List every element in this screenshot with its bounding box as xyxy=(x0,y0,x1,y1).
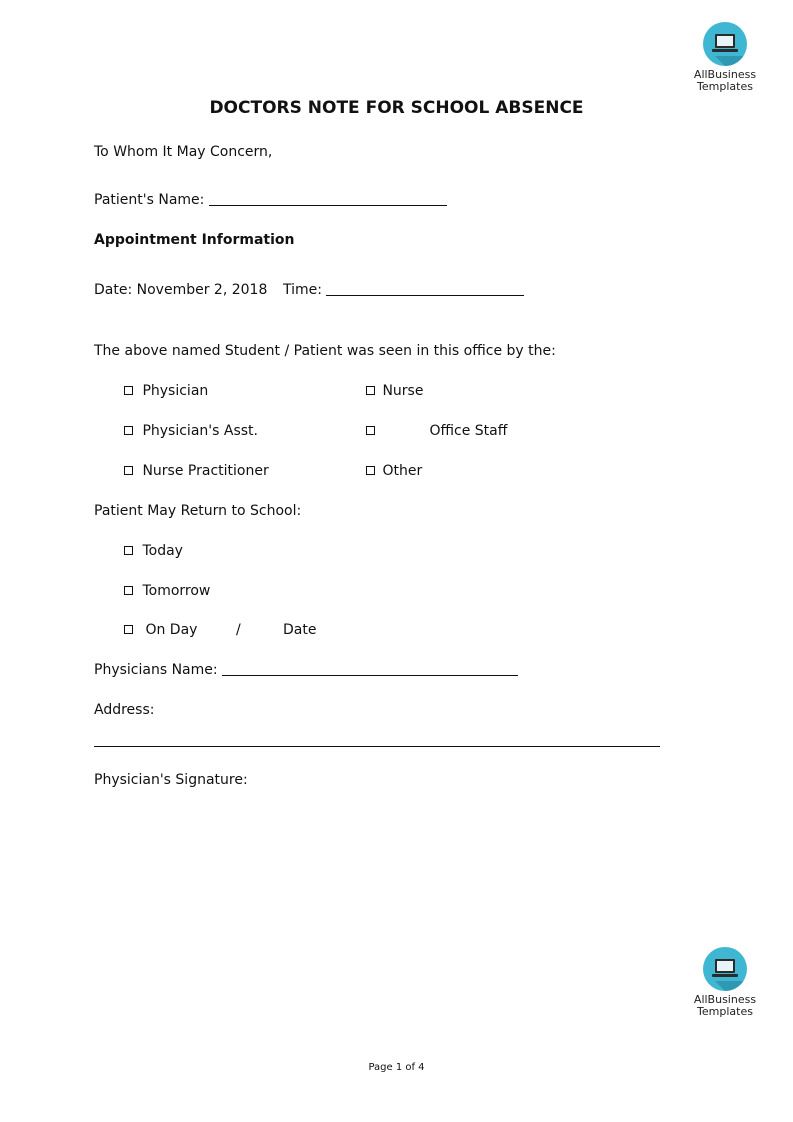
option-physician[interactable]: Physician xyxy=(124,383,208,399)
brand-subtitle: Templates xyxy=(697,80,753,93)
page-number: Page 1 of 4 xyxy=(368,1062,425,1073)
physicians-name-field[interactable] xyxy=(222,662,518,676)
time-field[interactable] xyxy=(326,282,524,296)
checkbox[interactable] xyxy=(124,586,133,595)
signature-label: Physician's Signature: xyxy=(94,772,248,788)
on-day-date-label: Date xyxy=(283,622,317,638)
option-office-staff[interactable]: Office Staff xyxy=(366,423,507,439)
option-today[interactable]: Today xyxy=(124,543,183,559)
laptop-icon xyxy=(703,947,747,991)
brand-logo-bottom xyxy=(685,947,765,1018)
checkbox[interactable] xyxy=(124,466,133,475)
option-other[interactable]: Other xyxy=(366,463,422,479)
on-day-slash: / xyxy=(236,622,241,638)
address-label: Address: xyxy=(94,702,155,718)
patient-name-row xyxy=(94,192,447,208)
checkbox[interactable] xyxy=(366,466,375,475)
patient-name-field[interactable] xyxy=(209,192,447,206)
brand-name: AllBusiness xyxy=(693,993,757,1006)
option-on-day[interactable]: On Day xyxy=(124,622,197,638)
laptop-icon xyxy=(703,22,747,66)
option-physicians-asst[interactable]: Physician's Asst. xyxy=(124,423,258,439)
brand-logo-top xyxy=(685,22,765,93)
physicians-name-label: Physicians Name: xyxy=(94,662,218,678)
checkbox[interactable] xyxy=(124,426,133,435)
checkbox[interactable] xyxy=(366,386,375,395)
date-label: Date: November 2, 2018 xyxy=(94,282,268,298)
brand-subtitle: Templates xyxy=(697,1005,753,1018)
document-title: DOCTORS NOTE FOR SCHOOL ABSENCE xyxy=(209,98,584,118)
return-label: Patient May Return to School: xyxy=(94,503,302,519)
checkbox[interactable] xyxy=(124,625,133,634)
checkbox[interactable] xyxy=(366,426,375,435)
patient-name-label: Patient's Name: xyxy=(94,192,205,208)
option-nurse-practitioner[interactable]: Nurse Practitioner xyxy=(124,463,269,479)
brand-name: AllBusiness xyxy=(693,68,757,81)
physicians-name-row xyxy=(94,662,518,678)
time-label: Time: xyxy=(283,282,322,298)
address-field[interactable] xyxy=(94,746,660,747)
checkbox[interactable] xyxy=(124,386,133,395)
option-tomorrow[interactable]: Tomorrow xyxy=(124,583,210,599)
salutation: To Whom It May Concern, xyxy=(94,144,273,160)
appointment-heading: Appointment Information xyxy=(94,232,295,248)
seen-by-label: The above named Student / Patient was seen in this office by the: xyxy=(94,343,556,359)
checkbox[interactable] xyxy=(124,546,133,555)
time-row xyxy=(283,282,524,298)
option-nurse[interactable]: Nurse xyxy=(366,383,423,399)
